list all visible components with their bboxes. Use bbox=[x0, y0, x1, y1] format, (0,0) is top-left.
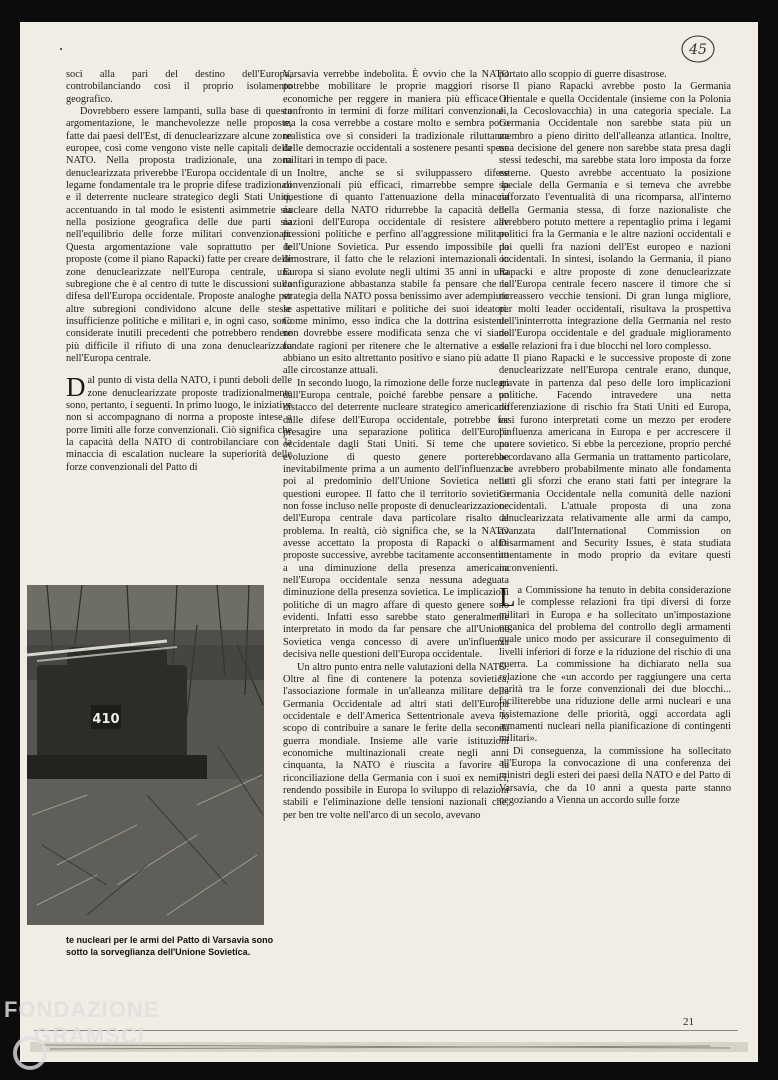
paragraph: Dovrebbero essere lampanti, sulla base di questa argomentazione, le manchevolezze nelle proposte, fatte dai paesi dell'Est, di denuclearizzare alcune zone europee, così come vengono viste nelle capitali della NATO. Nella proposta tradizionale, una zona denuclearizzata priverebbe l'Europa occidentale di un legame fondamentale tra le proprie difese tradizionali e il deterrente nucleare strategico degli Stati Uniti, accentuando in tal modo le esistenti asimmetrie sia nella posizione geografica delle due parti sia nell'equilibrio delle forze militari convenzionali. Questa argomentazione vale soprattutto per le proposte (come il piano Rapacki) fatte per creare delle zone denuclearizzate nell'Europa centrale, una subregione che è al centro di tutte le discussioni sulla difesa dell'Europa occidentale. Proposte analoghe per altre subregioni condividono alcune delle stesse insufficienze politiche e militari e, in ogni caso, sono considerate inutili precedenti che potrebbero rendere più difficile il rifiuto di una zona denuclearizzata nell'Europa centrale. bbox=[66, 106, 292, 364]
paragraph-text: al punto di vista della NATO, i punti deboli delle zone denuclearizzate proposte tradizionalmente sono, pertanto, i seguenti. In primo luogo, le iniziative non si accompagnano di norma a proposte intese a porre limiti alle forze convenzionali. Ciò significa che la capacità della NATO di controbilanciare con la minaccia di escalation nucleare la superiorità delle forze convenzionali del Patto di bbox=[66, 375, 292, 473]
paragraph: Varsavia verrebbe indebolita. È ovvio che la NATO potrebbe mobilitare le proprie maggiori risorse economiche per reggere in maniera più efficace il confronto in termini di forze militari convenzionali, ma la cosa verrebbe a costare molto e sembra poco realistica ove si consideri la tradizionale riluttanza delle democrazie occidentali a sostenere pesanti spese militari in tempo di pace. bbox=[283, 69, 509, 167]
paragraph-with-dropcap bbox=[499, 582, 731, 745]
text-column-1 bbox=[66, 69, 292, 474]
tank-photograph bbox=[27, 585, 264, 925]
handwritten-page-note bbox=[680, 34, 716, 64]
text-column-3 bbox=[499, 69, 731, 807]
photo-caption: te nucleari per le armi del Patto di Varsavia sono sotto la sorveglianza dell'Unione Sovietica. bbox=[66, 935, 274, 957]
watermark-line-1: FONDAZIONE bbox=[4, 997, 160, 1022]
paragraph: In secondo luogo, la rimozione delle forze nucleari dall'Europa centrale, poiché farebbe pensare a un distacco del deterrente nucleare strategico americano dalle difese dell'Europa occidentale, potrebbe far presagire una separazione politica dell'Europa occidentale dagli Stati Uniti. Si teme che una evoluzione di questo genere porterebbe inevitabilmente prima a un aumento dell'influenza e poi al predominio dell'Unione Sovietica nelle questioni europee. Il fatto che il territorio sovietico non fosse incluso nelle proposte di denuclearizzazione dell'Europa centrale dava particolare risalto al problema. In realtà, ciò significa che, se la NATO avesse accettato la proposta di Rapacki o altre proposte successive, avrebbe tacitamente acconsentito a una diminuzione della presenza americana nell'Europa occidentale senza nessuna adeguata diminuzione della presenza sovietica. Le implicazioni politiche di un magro affare di questo genere sono evidenti. Infatti esso sarebbe stato generalmente interpretato in modo da far pensare che all'Unione Sovietica venga concesso di avere un'influenza decisiva nelle questioni dell'Europa occidentale. bbox=[283, 377, 509, 661]
paragraph: Inoltre, anche se si sviluppassero difese convenzionali più efficaci, rimarrebbe sempre la questione di quanto l'attenuazione della minaccia nucleare della NATO ridurrebbe la capacità delle nazioni dell'Europa occidentale di resistere alle pressioni politiche e perfino all'aggressione militare dell'Unione Sovietica. Pur essendo impossibile da dimostrare, il fatto che le relazioni internazionali in Europa si siano evolute negli ultimi 35 anni in una configurazione abbastanza stabile fa pensare che la strategia della NATO possa benissimo aver adempiuto le aspettative militari e politiche dei suoi ideatori. Come minimo, esso indica che la dottrina esistente non dovrebbe essere modificata senza che vi siano fondate ragioni per ritenere che le alternative a essa abbiano un esito altrettanto positivo e siano più adatte alle circostanze attuali. bbox=[283, 167, 509, 377]
handwritten-number: 45 bbox=[689, 42, 707, 58]
paragraph: Il piano Rapacki avrebbe posto la Germania Orientale e quella Occidentale (insieme con la Polonia e la Cecoslovacchia) in una categoria speciale. La Germania Occidentale non sarebbe stata più un membro a pieno diritto dell'alleanza atlantica. Inoltre, una decisione del genere non sarebbe stata presa dagli stessi tedeschi, ma sarebbe stata loro imposta da forze esterne. Questo avrebbe accentuato la posizione speciale della Germania e si temeva che avrebbe rafforzato l'eventualità di una ricomparsa, all'interno della Germania stessa, di forze nazionaliste che avrebbero potuto mettere a repentaglio prima i legami politici fra la Germania e le altre nazioni occidentali e poi quelli fra nazioni dell'Est europeo e nazioni occidentali. In sintesi, isolando la Germania, il piano Rapacki e altre proposte di zone denuclearizzate nell'Europa centrale fecero nascere il timore che si ricreassero vecchie tensioni. Di gran lunga migliore, per molti leader occidentali, risultava la prospettiva dell'ininterrotta integrazione della Germania nel resto dell'Europa occidentale e del graduale miglioramento delle relazioni fra i due blocchi nel loro complesso. bbox=[499, 81, 731, 352]
vehicle-number: 410 bbox=[92, 712, 120, 727]
paragraph: soci alla pari del destino dell'Europa, controbilanciando così il proprio isolamento geografico. bbox=[66, 69, 292, 105]
paragraph: Il piano Rapacki e le successive proposte di zone denuclearizzate nell'Europa centrale erano, dunque, gravate in partenza dal peso delle loro implicazioni politiche. Facendo intravedere una netta differenziazione di rischio fra Stati Uniti ed Europa, essi furono interpretati come un mezzo per erodere l'influenza americana in Europa e per accrescere il potere sovietico. Si ebbe la percezione, proprio perché accordavano alla Germania un trattamento particolare, che avrebbero probabilmente minato alle fondamenta tutti gli sforzi che erano stati fatti per integrare la Germania Occidentale nella comunità delle nazioni occidentali. L'attuale proposta di una zona denuclearizzata relativamente alle armi da campo, avanzata dall'International Commission on Disarmament and Security Issues, è stata studiata attentamente in modo proprio da evitare questi inconvenienti. bbox=[499, 352, 731, 574]
paragraph: portato allo scoppio di guerre disastrose. bbox=[499, 69, 667, 80]
watermark-logo-icon bbox=[8, 1013, 48, 1071]
magazine-page bbox=[20, 22, 758, 1062]
text-column-2 bbox=[283, 69, 509, 822]
watermark-line-2: GRAMSCI bbox=[34, 1023, 145, 1048]
page-number: 21 bbox=[683, 1016, 694, 1028]
drop-cap: D bbox=[66, 372, 86, 403]
paragraph: Un altro punto entra nelle valutazioni della NATO. Oltre al fine di contenere la potenza sovietica, l'associazione formale in un'alleanza militare della Germania Occidentale ad altri stati dell'Europa occidentale e dell'America Settentrionale aveva lo scopo di contribuire a sanare le ferite della seconda guerra mondiale. Insieme alle varie istituzioni economiche multinazionali create negli anni cinquanta, la NATO è riuscita a favorire la riconciliazione della Germania con i suoi ex nemici, rendendo possibile in Europa lo sviluppo di relazioni stabili e l'eliminazione delle tensioni nazionali che, per ben tre volte nell'arco di un secolo, avevano bbox=[283, 661, 509, 821]
paragraph-with-dropcap bbox=[66, 372, 292, 474]
paragraph-text: a Commissione ha tenuto in debita considerazione le complesse relazioni fra tipi diversi di forze militari in Europa e ha sollecitato un'impostazione organica del problema del controllo degli armamenti quale unico modo per assicurare il conseguimento di livelli inferiori di forze e la riduzione del rischio di una guerra. La commissione ha dichiarato nella sua relazione che «un accordo per raggiungere una certa parità tra le forze convenzionali dei due blocchi... faciliterebbe una riduzione delle armi nucleari e una risistemazione delle priorità, oggi accordata agli armamenti nucleari nella pianificazione di contingenti militari». bbox=[499, 585, 731, 745]
page-speck bbox=[60, 48, 62, 50]
paragraph: Di conseguenza, la commissione ha sollecitato all'Europa la convocazione di una conferenza dei ministri degli esteri dei paesi della NATO e del Patto di Varsavia, che da 10 anni a questa parte stanno negoziando a Vienna un accordo sulle forze bbox=[499, 745, 731, 806]
drop-cap: L bbox=[499, 582, 516, 613]
